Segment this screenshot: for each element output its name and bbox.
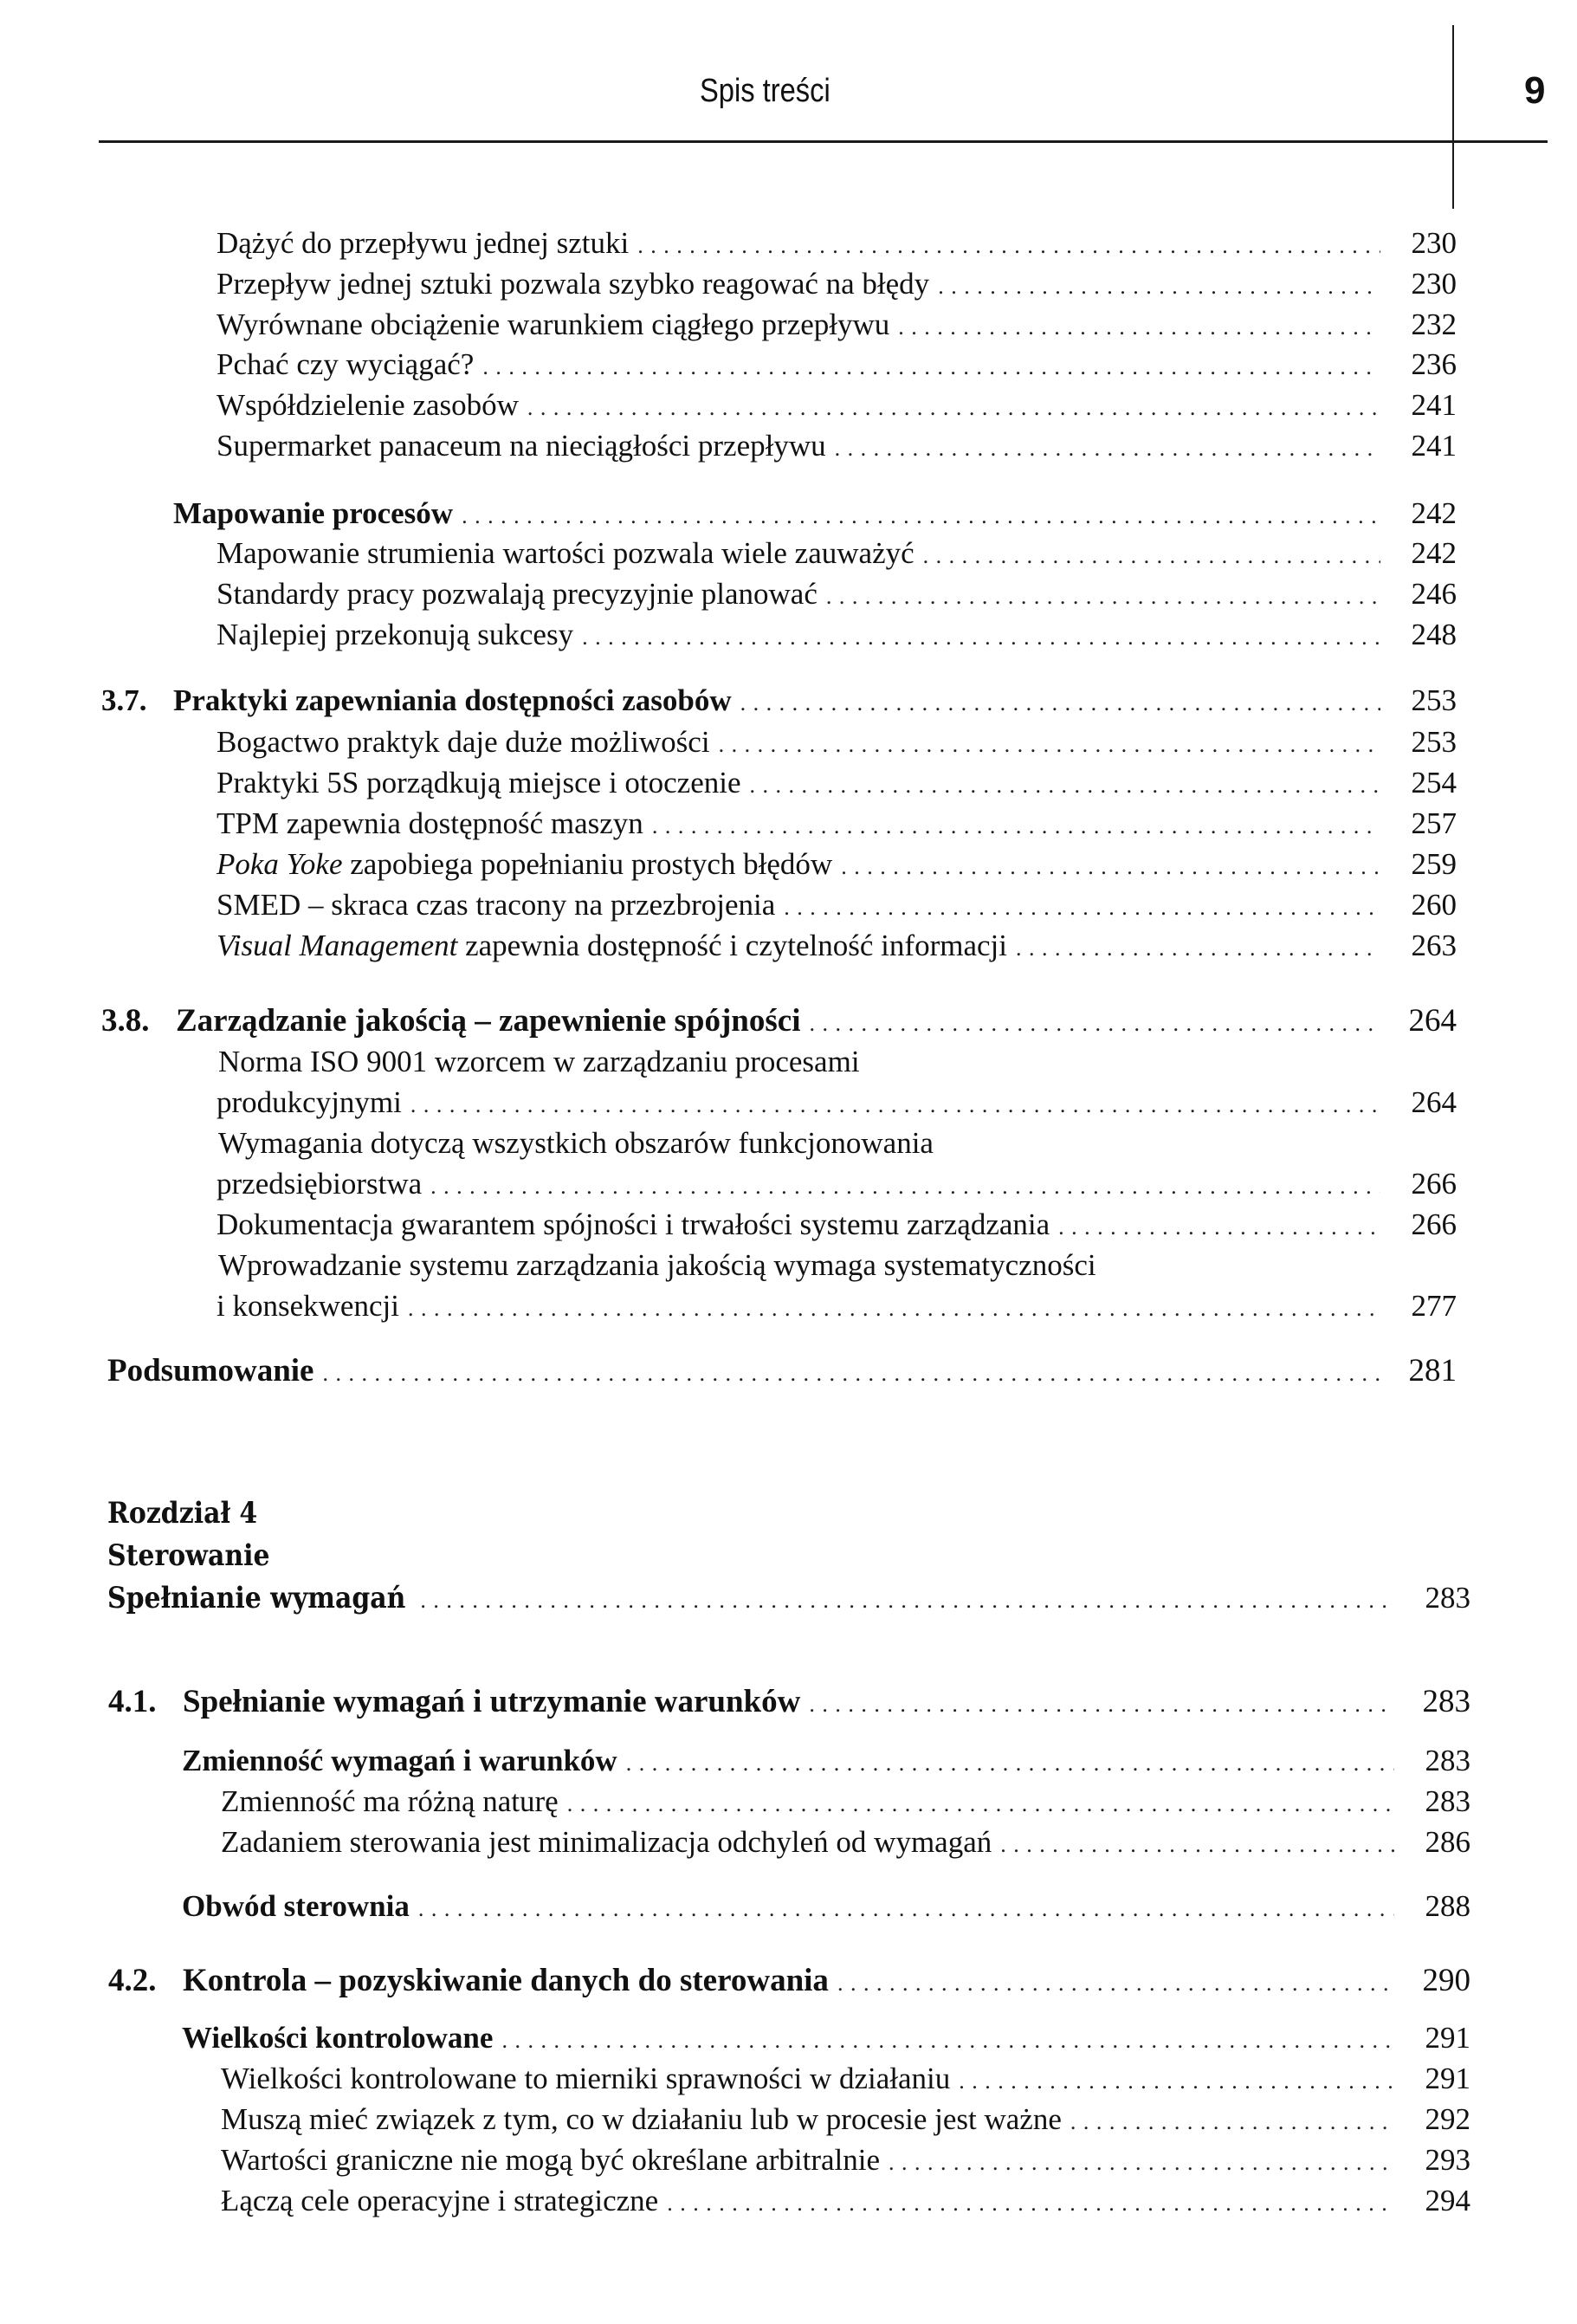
dot-leader (750, 766, 1380, 806)
toc-entry-page: 241 (1411, 388, 1457, 422)
toc-entry-title: Wartości graniczne nie mogą być określane arbitralnie (221, 2143, 881, 2177)
chapter-entry[interactable] (107, 1578, 1470, 1621)
toc-entry-page: 266 (1411, 1207, 1457, 1241)
toc-entry[interactable] (221, 2059, 1470, 2101)
toc-section-heading[interactable] (108, 1961, 1470, 2004)
toc-entry-title (101, 681, 732, 721)
italic-term: Visual Management (217, 929, 458, 962)
dot-leader (809, 1685, 1394, 1725)
toc-entry-page: 286 (1425, 1825, 1470, 1859)
toc-entry-page: 264 (1408, 1003, 1457, 1039)
toc-subsection-heading[interactable] (182, 2018, 1470, 2061)
toc-entry-page: 253 (1411, 683, 1457, 717)
toc-entry-title: Standardy pracy pozwalają precyzyjnie planować (217, 577, 818, 611)
dot-leader (527, 388, 1380, 428)
toc-entry[interactable] (217, 763, 1457, 806)
toc-entry-page: 283 (1425, 1784, 1470, 1818)
toc-entry[interactable] (217, 1164, 1457, 1207)
dot-leader (841, 847, 1380, 887)
italic-term: Poka Yoke (217, 847, 343, 881)
toc-section-heading[interactable] (108, 1682, 1470, 1725)
toc-entry[interactable] (217, 1286, 1457, 1329)
toc-entry[interactable] (217, 264, 1457, 307)
toc-entry-line1: Wymagania dotyczą wszystkich obszarów funkcjonowania (218, 1126, 934, 1160)
toc-entry-title: Obwód sterownia (182, 1889, 410, 1923)
toc-subsection-heading[interactable] (182, 1887, 1470, 1929)
dot-leader (418, 1889, 1394, 1929)
toc-entry[interactable] (217, 534, 1457, 576)
toc-entry[interactable] (217, 615, 1457, 657)
dot-leader (652, 806, 1380, 846)
toc-entry-page: 253 (1411, 725, 1457, 759)
dot-leader (667, 2184, 1394, 2224)
dot-leader (408, 1289, 1380, 1329)
toc-entry-title: Wielkości kontrolowane (182, 2021, 494, 2055)
toc-entry-page: 288 (1425, 1889, 1470, 1923)
toc-entry-title: Zmienność ma różną naturę (221, 1784, 559, 1818)
toc-entry-title: i konsekwencji (217, 1289, 399, 1323)
section-title: Praktyki zapewniania dostępności zasobów (173, 683, 732, 717)
running-header-title: Spis treści (700, 73, 831, 109)
chapter-label: Rozdział 4 (107, 1496, 258, 1531)
toc-entry-title-rest: zapobiega popełnianiu prostych błędów (342, 847, 833, 881)
dot-leader (637, 226, 1380, 266)
toc-entry[interactable] (221, 1822, 1470, 1865)
dot-leader (462, 496, 1380, 536)
dot-leader (626, 1744, 1394, 1783)
toc-entry-title (108, 1682, 800, 1722)
toc-entry-page: 236 (1411, 347, 1457, 381)
toc-entry-page: 281 (1408, 1353, 1457, 1389)
toc-entry-title: Supermarket panaceum na nieciągłości przepływu (217, 429, 826, 463)
header-rule (99, 140, 1548, 143)
section-title: Zarządzanie jakością – zapewnienie spójności (176, 1003, 801, 1039)
toc-entry-title (108, 1961, 829, 2001)
toc-entry-line1: Wprowadzanie systemu zarządzania jakością wymaga systematyczności (218, 1248, 1096, 1282)
toc-entry[interactable] (217, 1205, 1457, 1247)
toc-entry-title: Przepływ jednej sztuki pozwala szybko reagować na błędy (217, 267, 930, 301)
toc-entry[interactable] (217, 574, 1457, 617)
toc-entry-title: Praktyki 5S porządkują miejsce i otoczenie (217, 766, 741, 799)
toc-entry-title (217, 845, 832, 884)
toc-entry-page: 246 (1411, 577, 1457, 611)
toc-entry-title-rest: zapewnia dostępność i czytelność informacji (457, 929, 1007, 962)
toc-entry-page: 291 (1425, 2062, 1470, 2095)
toc-entry-page: 291 (1425, 2021, 1470, 2055)
dot-leader (322, 1354, 1380, 1394)
dot-leader (482, 347, 1380, 387)
dot-leader (938, 267, 1380, 307)
section-title: Kontrola – pozyskiwanie danych do sterowania (183, 1963, 829, 1998)
toc-entry-page: 242 (1411, 536, 1457, 570)
toc-entry[interactable] (217, 1083, 1457, 1125)
toc-entry-page: 248 (1411, 618, 1457, 651)
toc-entry-title: Bogactwo praktyk daje duże możliwości (217, 725, 710, 759)
toc-entry-title (217, 926, 1007, 966)
toc-entry-page: 259 (1411, 847, 1457, 881)
toc-entry-title: Zadaniem sterowania jest minimalizacja odchyleń od wymagań (221, 1825, 992, 1859)
toc-entry[interactable] (217, 845, 1457, 887)
dot-leader (430, 1167, 1380, 1207)
toc-entry-line1: Norma ISO 9001 wzorcem w zarządzaniu procesami (218, 1045, 860, 1078)
toc-entry[interactable] (221, 2140, 1470, 2183)
toc-entry-title: SMED – skraca czas tracony na przezbrojenia (217, 888, 776, 922)
dot-leader (809, 1004, 1380, 1044)
dot-leader (923, 536, 1380, 576)
toc-entry-page: 263 (1411, 929, 1457, 962)
toc-entry-page: 290 (1422, 1963, 1470, 1998)
toc-entry-title: przedsiębiorstwa (217, 1167, 423, 1201)
toc-summary-entry[interactable] (107, 1351, 1457, 1394)
toc-entry-title: Najlepiej przekonują sukcesy (217, 618, 574, 651)
dot-leader (1016, 929, 1380, 968)
toc-entry-page: 277 (1411, 1289, 1457, 1323)
toc-entry-page: 242 (1411, 496, 1457, 530)
toc-entry[interactable] (217, 722, 1457, 765)
toc-entry-title: produkcyjnymi (217, 1085, 402, 1119)
toc-entry-title: Współdzielenie zasobów (217, 388, 519, 422)
toc-entry-page: 293 (1425, 2143, 1470, 2177)
toc-entry-title: Łączą cele operacyjne i strategiczne (221, 2184, 659, 2217)
toc-section-heading[interactable] (101, 1001, 1457, 1044)
dot-leader (784, 888, 1380, 928)
toc-entry-title: Mapowanie strumienia wartości pozwala wiele zauważyć (217, 536, 915, 570)
dot-leader (1058, 1207, 1380, 1247)
toc-entry[interactable] (217, 426, 1457, 469)
toc-entry-page: 254 (1411, 766, 1457, 799)
toc-entry-title (101, 1001, 800, 1041)
chapter-title: Sterowanie (107, 1538, 270, 1573)
toc-subsection-heading[interactable] (173, 494, 1457, 536)
toc-entry-title: TPM zapewnia dostępność maszyn (217, 806, 643, 840)
toc-entry-page: 283 (1422, 1684, 1470, 1719)
dot-leader (410, 1085, 1380, 1125)
dot-leader (582, 618, 1380, 657)
toc-entry[interactable] (217, 223, 1457, 266)
toc-entry[interactable] (217, 885, 1457, 928)
toc-entry[interactable] (217, 926, 1457, 968)
toc-entry[interactable] (217, 385, 1457, 428)
toc-entry-page: 266 (1411, 1167, 1457, 1201)
dot-leader (959, 2062, 1394, 2101)
toc-entry[interactable] (221, 2100, 1470, 2142)
toc-section-heading[interactable] (101, 681, 1457, 723)
dot-leader (567, 1784, 1394, 1824)
toc-entry-title: Pchać czy wyciągać? (217, 347, 475, 381)
dot-leader (826, 577, 1380, 617)
toc-entry-page: 257 (1411, 806, 1457, 840)
toc-entry-page: 241 (1411, 429, 1457, 463)
section-number: 3.8. (101, 1003, 150, 1039)
dot-leader (1000, 1825, 1394, 1865)
toc-entry-title: Podsumowanie (107, 1353, 314, 1389)
section-title: Spełnianie wymagań i utrzymanie warunków (183, 1684, 801, 1719)
toc-entry[interactable] (217, 305, 1457, 347)
section-number: 4.2. (108, 1963, 157, 1998)
dot-leader (835, 429, 1380, 469)
toc-entry-title: Wielkości kontrolowane to mierniki sprawności w działaniu (221, 2062, 951, 2095)
toc-entry[interactable] (221, 1782, 1470, 1824)
page-number: 9 (1524, 69, 1546, 112)
toc-entry[interactable] (217, 804, 1457, 846)
toc-entry-page: 283 (1425, 1744, 1470, 1777)
toc-entry-title: Mapowanie procesów (173, 496, 454, 530)
toc-entry[interactable] (217, 345, 1457, 387)
toc-entry-page: 230 (1411, 267, 1457, 301)
toc-entry-page: 294 (1425, 2184, 1470, 2217)
dot-leader (420, 1581, 1394, 1621)
dot-leader (898, 307, 1380, 347)
section-number: 4.1. (108, 1684, 157, 1719)
dot-leader (837, 1964, 1394, 2004)
header-vertical-rule (1452, 25, 1454, 209)
section-number: 3.7. (101, 683, 147, 717)
dot-leader (501, 2021, 1394, 2061)
dot-leader (889, 2143, 1394, 2183)
toc-entry-title: Dążyć do przepływu jednej sztuki (217, 226, 630, 260)
toc-subsection-heading[interactable] (182, 1741, 1470, 1783)
toc-entry-title: Wyrównane obciążenie warunkiem ciągłego przepływu (217, 307, 890, 341)
toc-entry-page: 232 (1411, 307, 1457, 341)
toc-entry-page: 230 (1411, 226, 1457, 260)
dot-leader (740, 683, 1380, 723)
toc-entry-page: 264 (1411, 1085, 1457, 1119)
dot-leader (1070, 2102, 1394, 2142)
chapter-subtitle: Spełnianie wymagań (107, 1581, 406, 1615)
toc-entry-page: 292 (1425, 2102, 1470, 2136)
toc-entry[interactable] (221, 2181, 1470, 2224)
dot-leader (719, 725, 1380, 765)
toc-entry-page: 260 (1411, 888, 1457, 922)
toc-entry-page: 283 (1425, 1581, 1470, 1615)
toc-entry-title: Muszą mieć związek z tym, co w działaniu lub w procesie jest ważne (221, 2102, 1062, 2136)
toc-entry-title: Dokumentacja gwarantem spójności i trwałości systemu zarządzania (217, 1207, 1050, 1241)
toc-entry-title: Zmienność wymagań i warunków (182, 1744, 617, 1777)
